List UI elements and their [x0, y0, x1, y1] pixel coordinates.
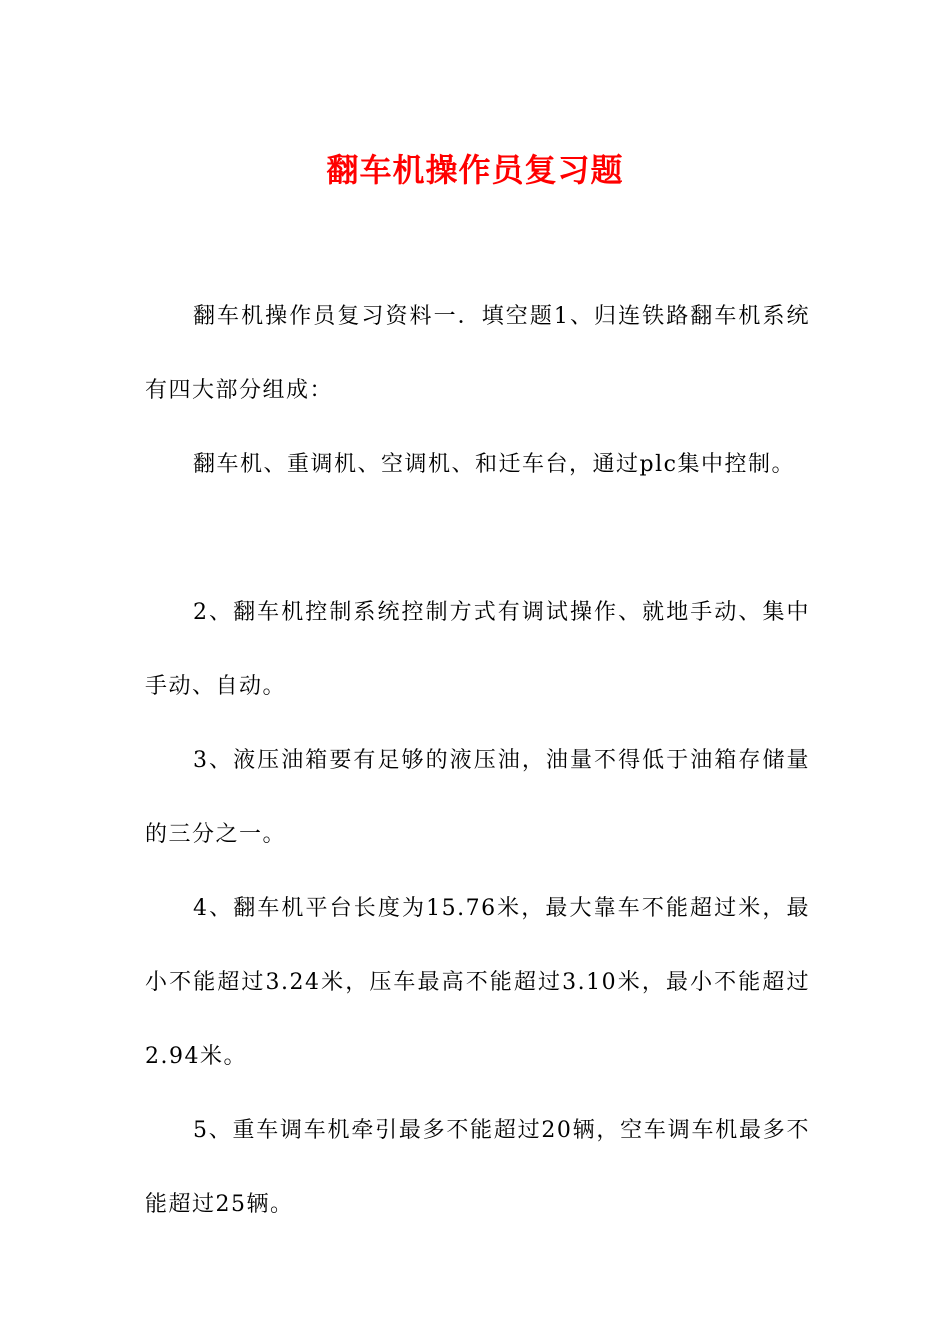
paragraph-6: 5、重车调车机牵引最多不能超过20辆，空车调车机最多不能超过25辆。 [145, 1118, 810, 1217]
paragraph-3: 2、翻车机控制系统控制方式有调试操作、就地手动、集中手动、自动。 [145, 600, 810, 699]
paragraph-4: 3、液压油箱要有足够的液压油，油量不得低于油箱存储量的三分之一。 [145, 748, 810, 847]
paragraph-1: 翻车机操作员复习资料一．填空题1、归连铁路翻车机系统有四大部分组成： [145, 304, 810, 403]
blank-gap [145, 502, 810, 576]
paragraph-2: 翻车机、重调机、空调机、和迁车台，通过plc集中控制。 [193, 452, 795, 477]
paragraph-5: 4、翻车机平台长度为15.76米，最大靠车不能超过米，最小不能超过3.24米，压车最高不能超过3.10米，最小不能超过2.94米。 [145, 896, 810, 1069]
document-title: 翻车机操作员复习题 [326, 151, 624, 189]
document-body [145, 280, 810, 1242]
